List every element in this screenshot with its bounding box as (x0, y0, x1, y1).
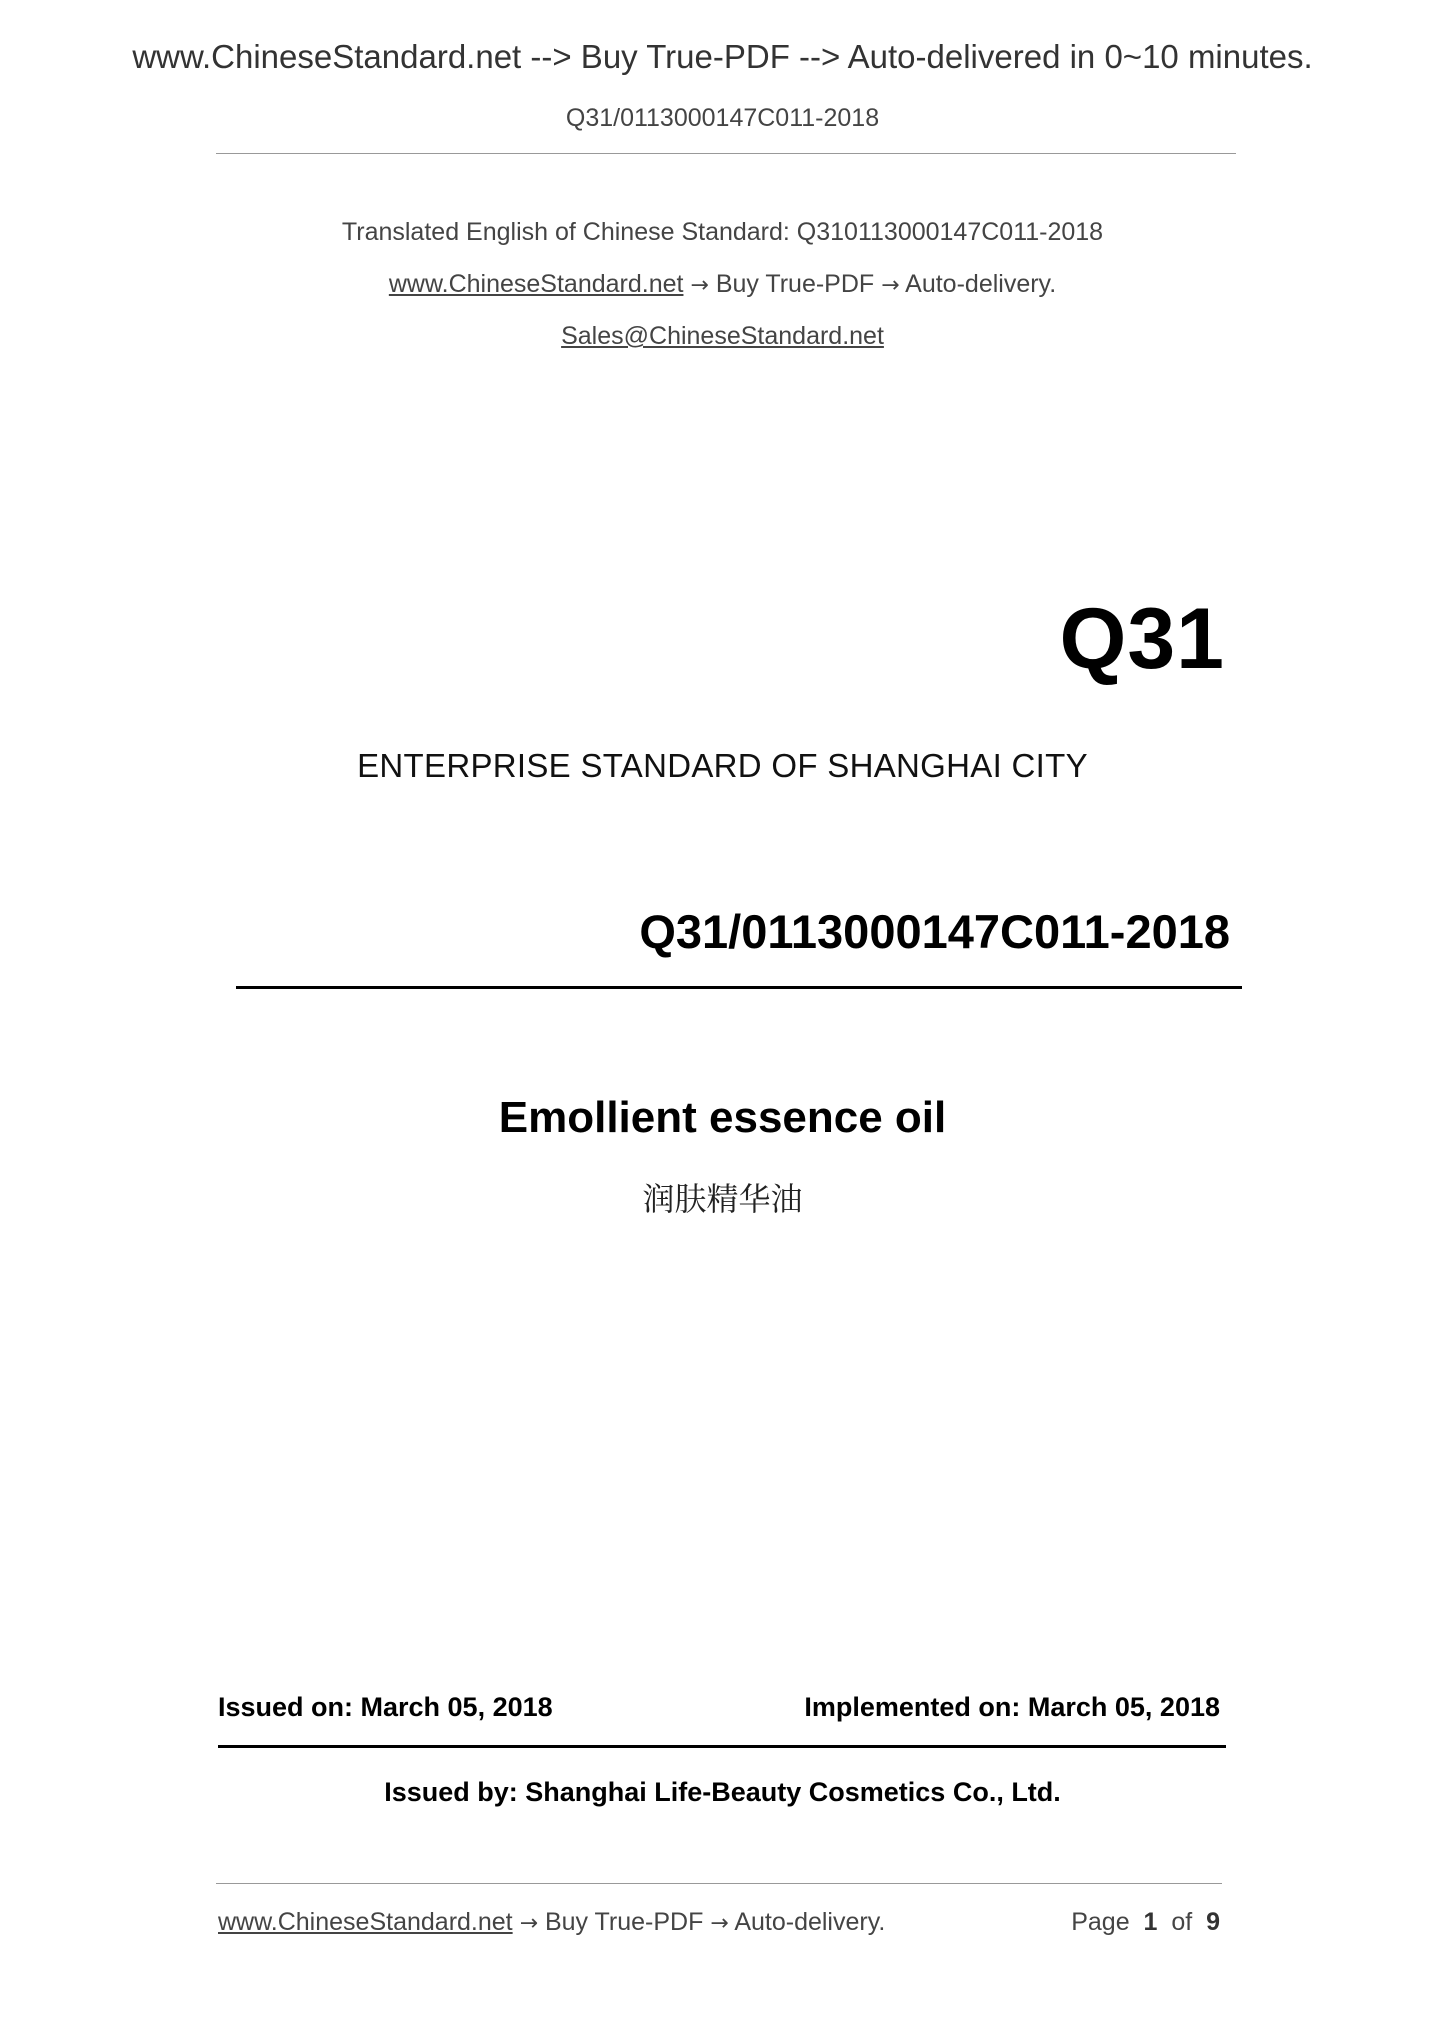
header-standard-code: Q31/0113000147C011-2018 (565, 104, 880, 132)
page-total: 9 (1206, 1908, 1220, 1936)
standard-mark: Q31 (1059, 591, 1225, 687)
right-arrow-icon: → (690, 273, 709, 298)
implemented-on-date: Implemented on: March 05, 2018 (804, 1692, 1220, 1722)
standard-number: Q31/0113000147C011-2018 (639, 905, 1230, 958)
site-link[interactable]: www.ChineseStandard.net (388, 270, 684, 298)
sales-email-link[interactable]: Sales@ChineseStandard.net (561, 322, 884, 350)
right-arrow-icon: → (881, 273, 900, 298)
footer-site-link[interactable]: www.ChineseStandard.net (218, 1908, 513, 1936)
standard-number-divider (236, 986, 1242, 989)
buy-true-pdf-text: Buy True-PDF (715, 270, 875, 298)
header-divider (216, 153, 1236, 154)
page-of: of (1171, 1908, 1193, 1936)
title-english: Emollient essence oil (498, 1093, 947, 1142)
sales-line (0, 322, 1445, 351)
issued-on-date: Issued on: March 05, 2018 (218, 1692, 553, 1722)
intro-link-line (0, 270, 1445, 299)
translated-notice: Translated English of Chinese Standard: Q310113000147C011-2018 (341, 218, 1104, 246)
right-arrow-icon: → (710, 1911, 729, 1936)
page-label: Page (1071, 1908, 1130, 1936)
auto-delivery-text: Auto-delivery. (905, 270, 1057, 298)
footer-auto-text: Auto-delivery. (734, 1908, 886, 1936)
page-current: 1 (1143, 1908, 1158, 1936)
footer-divider (216, 1883, 1222, 1884)
issued-by: Issued by: Shanghai Life-Beauty Cosmetics Co., Ltd. (384, 1777, 1061, 1807)
standard-type: ENTERPRISE STANDARD OF SHANGHAI CITY (357, 747, 1088, 784)
footer-links (218, 1908, 885, 1937)
right-arrow-icon: → (519, 1911, 539, 1936)
footer-buy-text: Buy True-PDF (544, 1908, 704, 1936)
page-indicator (1071, 1908, 1220, 1937)
dates-divider (218, 1745, 1226, 1748)
top-banner: www.ChineseStandard.net --> Buy True-PDF --> Auto-delivered in 0~10 minutes. (132, 38, 1313, 75)
title-chinese: 润肤精华油 (642, 1180, 803, 1218)
